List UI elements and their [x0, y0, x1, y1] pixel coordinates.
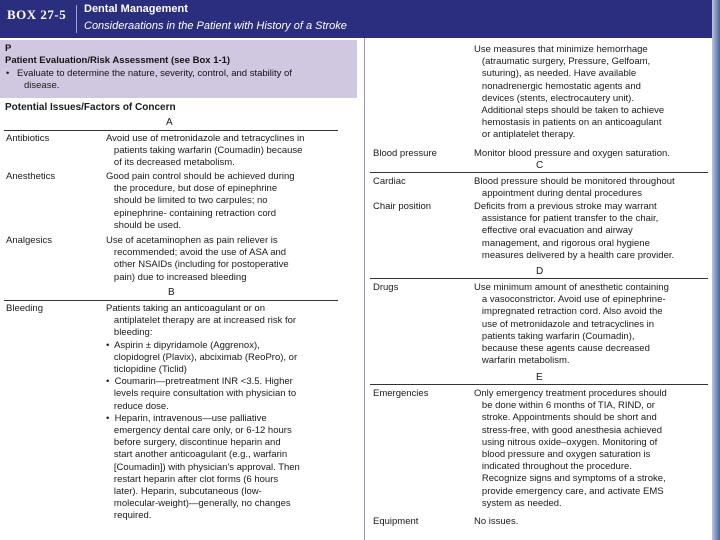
section-letter-e: E — [536, 372, 543, 383]
box-number-label: BOX 27-5 — [7, 7, 67, 22]
row-text-emergencies: Only emergency treatment procedures should be done within 6 months of TIA, RIND, or stroke. Appointments should be short and stress-free, with good anesthesia achieved using nitrous oxide–oxygen. Monitoring of blood pressure and oxygen saturation is indicated throughout the procedure. Recognize signs and symptoms of a stroke, provide emergency care, and activate EMS system as needed. — [474, 388, 667, 509]
row-label-blood-pressure: Blood pressure — [373, 148, 437, 159]
row-text-blood-pressure: Monitor blood pressure and oxygen saturation. — [474, 148, 670, 159]
section-c-rule — [370, 172, 708, 173]
section-d-rule — [370, 278, 708, 279]
row-label-cardiac: Cardiac — [373, 176, 406, 187]
slide-edge-decoration — [712, 0, 720, 540]
row-label-antibiotics: Antibiotics — [6, 133, 50, 144]
evaluation-bullet-line2: disease. — [24, 80, 60, 91]
section-letter-a: A — [166, 117, 173, 128]
bullet-icon: • — [6, 68, 10, 79]
box-subtitle: Consideraations in the Patient with History of a Stroke — [84, 20, 347, 32]
row-label-emergencies: Emergencies — [373, 388, 429, 399]
header-divider — [76, 5, 77, 33]
potential-issues-title: Potential Issues/Factors of Concern — [5, 102, 176, 113]
row-label-anesthetics: Anesthetics — [6, 171, 56, 182]
section-letter-d: D — [536, 266, 544, 277]
row-text-chair-position: Deficits from a previous stroke may warrant assistance for patient transfer to the chair, effective oral evacuation and airway management, and rigorous oral hygiene measures delivered by a health care provider. — [474, 201, 675, 261]
section-letter-b: B — [168, 287, 175, 298]
section-e-rule — [370, 384, 708, 385]
row-label-drugs: Drugs — [373, 282, 399, 293]
patient-evaluation-box — [0, 40, 357, 98]
row-text-bleeding: Patients taking an anticoagulant or on antiplatelet therapy are at increased risk for bleeding: • Aspirin ± dipyridamole (Aggrenox), clopidogrel (Plavix), abciximab (ReoPro), or ticlopidine (Ticlid) • Coumarin—pretreatment INR <3.5. Higher levels require consultation with physician to reduce dose. • Heparin, intravenous—use palliative emergency dental care only, or 6-12 hours before surgery, discontinue heparin and start another anticoagulant (e.g., warfarin [Coumadin]) with physician's approval. Then restart heparin after clot forms (6 hours later). Heparin, subcutaneous (low- molecular-weight)—generally, no changes required. — [106, 303, 300, 522]
row-text-anesthetics: Good pain control should be achieved during the procedure, but dose of epinephrine should be limited to two carpules; no epinephrine- containing retraction cord should be used. — [106, 171, 295, 231]
section-a-rule — [4, 130, 338, 131]
row-text-hemostasis-continued: Use measures that minimize hemorrhage (atraumatic surgery, Pressure, Gelfoam, suturing), as needed. Have available nonadrenergic hemostatic agents and devices (stents, electrocautery unit). Additional steps should be taken to achieve hemostasis in patients on an anticoagulant or antiplatelet therapy. — [474, 44, 665, 141]
row-label-chair-position: Chair position — [373, 201, 432, 212]
row-label-equipment: Equipment — [373, 516, 419, 527]
row-label-analgesics: Analgesics — [6, 235, 52, 246]
box-header — [0, 0, 712, 38]
column-divider — [364, 38, 365, 540]
row-text-analgesics: Use of acetaminophen as pain reliever is recommended; avoid the use of ASA and other NSAIDs (including for postoperative pain) due to increased bleeding — [106, 235, 289, 283]
section-p-letter: P — [5, 43, 12, 54]
box-title: Dental Management — [84, 3, 188, 15]
evaluation-bullet-line1: Evaluate to determine the nature, severity, control, and stability of — [17, 68, 292, 79]
row-text-drugs: Use minimum amount of anesthetic containing a vasoconstrictor. Avoid use of epinephrine- impregnated retraction cord. Also avoid the use of metronidazole and tetracyclines in patients taking warfarin (Coumadin), because these agents cause decreased warfarin metabolism. — [474, 282, 669, 367]
section-letter-c: C — [536, 160, 544, 171]
row-text-cardiac: Blood pressure should be monitored throughout appointment during dental procedures — [474, 176, 675, 200]
row-label-bleeding: Bleeding — [6, 303, 43, 314]
section-b-rule — [4, 300, 338, 301]
row-text-antibiotics: Avoid use of metronidazole and tetracyclines in patients taking warfarin (Coumadin) because of its decreased metabolism. — [106, 133, 305, 169]
patient-evaluation-heading: Patient Evaluation/Risk Assessment (see Box 1-1) — [5, 55, 231, 66]
row-text-equipment: No issues. — [474, 516, 519, 527]
